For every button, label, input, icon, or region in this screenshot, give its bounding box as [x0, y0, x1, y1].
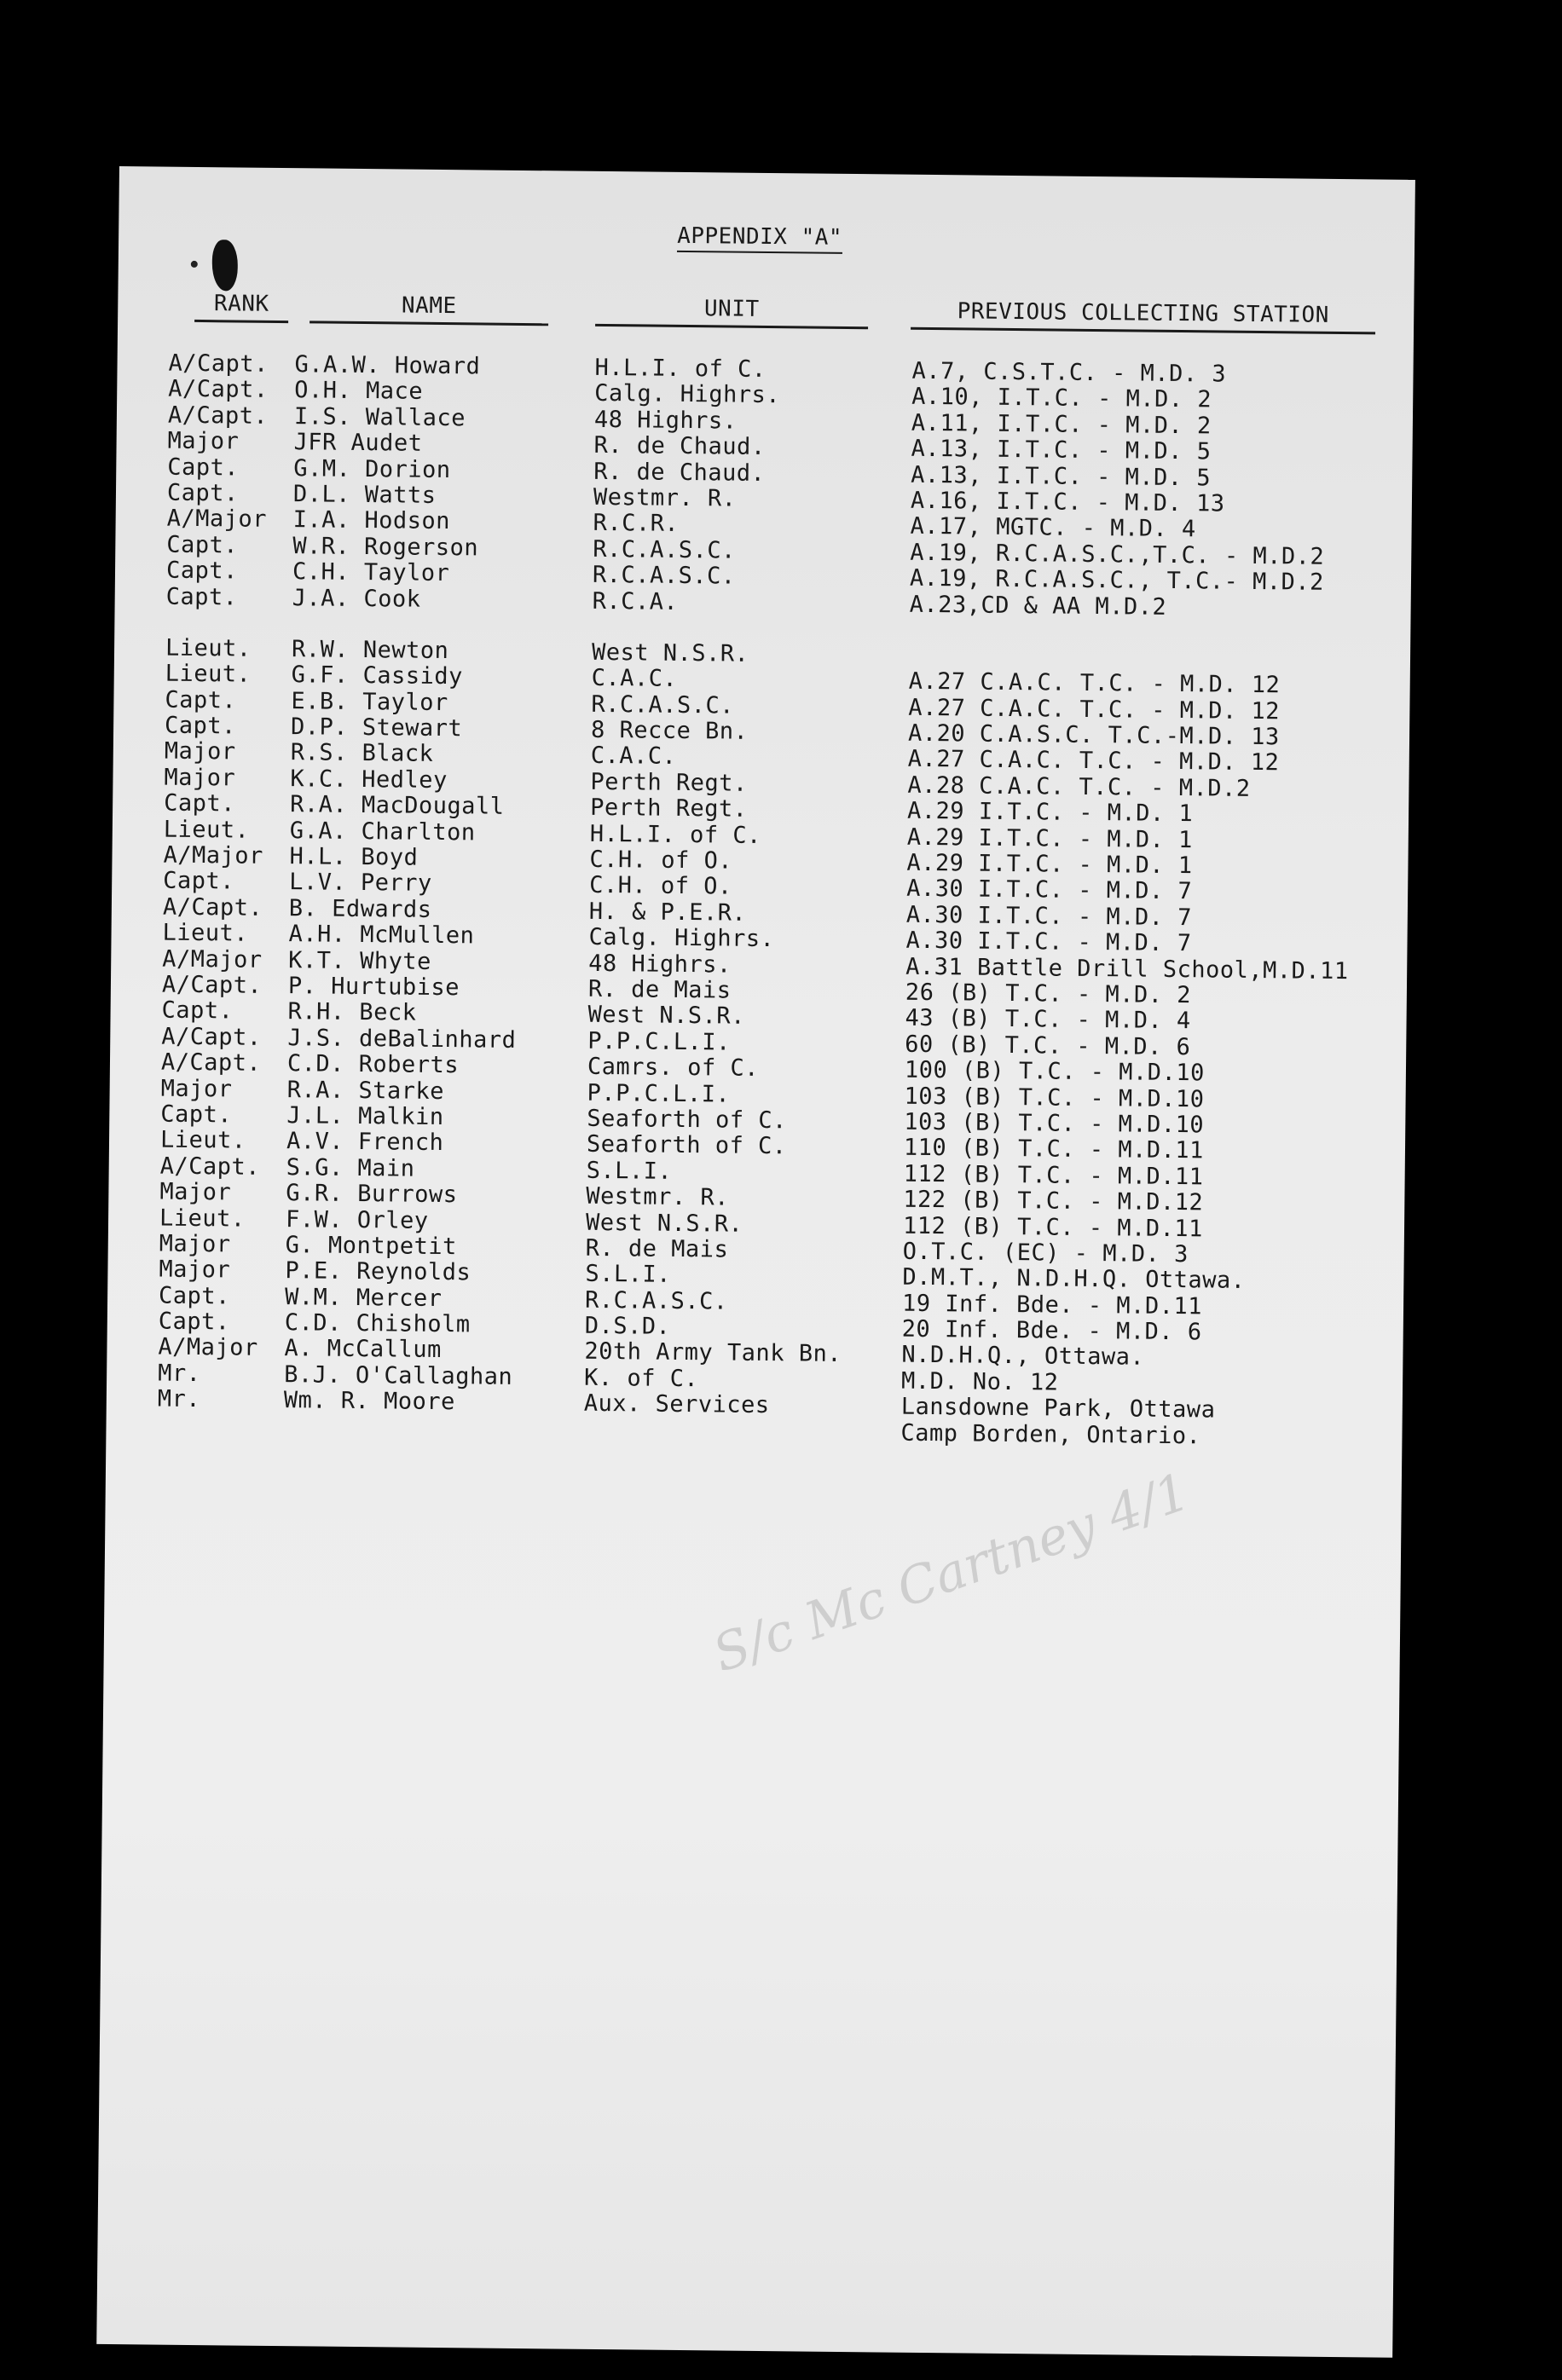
cell-unit: P.P.C.L.I. [587, 1079, 731, 1108]
cell-rank: Capt. [165, 583, 238, 610]
cell-previous-station: A.11, I.T.C. - M.D. 2 [911, 409, 1212, 440]
cell-rank: A/Capt. [162, 893, 263, 921]
cell-unit: R. de Mais [585, 1234, 729, 1263]
cell-rank: Major [167, 427, 240, 455]
cell-previous-station: A.31 Battle Drill School,M.D.11 [905, 953, 1349, 985]
document-title: APPENDIX "A" [677, 223, 842, 254]
cell-previous-station: A.19, R.C.A.S.C.,T.C. - M.D.2 [910, 539, 1325, 570]
cell-unit: 8 Recce Bn. [590, 716, 749, 745]
cell-rank: Capt. [167, 453, 240, 482]
cell-previous-station: A.27 C.A.C. T.C. - M.D. 12 [908, 668, 1281, 699]
cell-name: D.P. Stewart [290, 713, 463, 742]
cell-name: L.V. Perry [289, 869, 432, 898]
cell-name: P. Hurtubise [287, 973, 460, 1002]
cell-unit: 20th Army Tank Bn. [584, 1338, 842, 1368]
cell-rank: Capt. [165, 557, 238, 585]
cell-rank: A/Capt. [167, 401, 269, 430]
cell-previous-station: A.19, R.C.A.S.C., T.C.- M.D.2 [909, 564, 1325, 596]
cell-previous-station: 20 Inf. Bde. - M.D. 6 [901, 1315, 1202, 1346]
cell-rank: Capt. [164, 789, 236, 817]
cell-previous-station: O.T.C. (EC) - M.D. 3 [902, 1238, 1189, 1268]
cell-unit: R. de Mais [587, 975, 732, 1004]
cell-unit: S.L.I. [586, 1157, 673, 1185]
personnel-table [157, 350, 1396, 1451]
cell-previous-station: 112 (B) T.C. - M.D.11 [903, 1160, 1204, 1191]
cell-unit: R. de Chaud. [593, 432, 766, 461]
pencil-annotation: S/c Mc Cartney 4/1 [705, 1461, 1198, 1684]
cell-name: G.M. Dorion [293, 454, 451, 483]
cell-unit: Perth Regt. [589, 794, 748, 823]
cell-rank: A/Major [163, 841, 263, 869]
cell-unit: Aux. Services [583, 1390, 770, 1419]
cell-name: C.D. Roberts [286, 1050, 460, 1079]
cell-name: G.A. Charlton [289, 817, 476, 846]
cell-previous-station: 19 Inf. Bde. - M.D.11 [901, 1290, 1203, 1320]
cell-previous-station: Lansdowne Park, Ottawa [900, 1393, 1216, 1424]
cell-previous-station: A.27 C.A.C. T.C. - M.D. 12 [907, 746, 1280, 777]
cell-rank: Mr. [157, 1385, 201, 1413]
ink-blot [211, 240, 238, 291]
cell-previous-station: A.17, MGTC. - M.D. 4 [910, 513, 1196, 543]
cell-unit: R. de Chaud. [593, 458, 766, 487]
cell-unit: R.C.A.S.C. [592, 561, 736, 590]
cell-unit: 48 Highrs. [593, 406, 738, 435]
cell-name: G.R. Burrows [286, 1180, 458, 1209]
cell-previous-station: A.29 I.T.C. - M.D. 1 [906, 797, 1194, 828]
cell-unit: West N.S.R. [591, 638, 749, 667]
cell-unit: H. & P.E.R. [588, 898, 747, 927]
cell-previous-station: A.30 I.T.C. - M.D. 7 [905, 927, 1192, 957]
cell-name: I.A. Hodson [292, 506, 451, 535]
cell-previous-station: 110 (B) T.C. - M.D.11 [903, 1135, 1205, 1164]
cell-name: J.L. Malkin [286, 1102, 444, 1130]
cell-unit: Calg. Highrs. [588, 924, 775, 953]
cell-name: R.A. MacDougall [290, 791, 505, 821]
cell-previous-station: A.13, I.T.C. - M.D. 5 [911, 435, 1212, 465]
cell-unit: C.H. of O. [589, 846, 733, 875]
cell-unit: S.L.I. [585, 1261, 672, 1289]
cell-name: P.E. Reynolds [285, 1257, 471, 1286]
cell-previous-station: A.16, I.T.C. - M.D. 13 [910, 487, 1225, 517]
column-header-unit: UNIT [595, 295, 868, 329]
cell-unit: Perth Regt. [590, 768, 748, 797]
cell-name: F.W. Orley [285, 1205, 429, 1234]
cell-rank: A/Major [166, 505, 268, 534]
cell-name: R.A. Starke [286, 1076, 445, 1105]
cell-rank: A/Capt. [161, 971, 263, 999]
cell-previous-station: A.23,CD & AA M.D.2 [909, 591, 1167, 621]
cell-name: J.S. deBalinhard [287, 1024, 517, 1054]
cell-name: A. McCallum [284, 1335, 442, 1364]
cell-previous-station: A.29 I.T.C. - M.D. 1 [906, 849, 1193, 880]
cell-unit: C.A.C. [591, 665, 678, 693]
cell-unit: 48 Highrs. [588, 950, 732, 979]
cell-name: B. Edwards [288, 894, 432, 923]
cell-rank: Major [159, 1178, 232, 1206]
cell-unit: C.A.C. [590, 742, 677, 771]
cell-name: Wm. R. Moore [283, 1387, 456, 1416]
cell-previous-station: A.29 I.T.C. - M.D. 1 [906, 823, 1194, 853]
cell-previous-station: A.7, C.S.T.C. - M.D. 3 [911, 357, 1227, 388]
cell-unit: Westmr. R. [586, 1182, 730, 1211]
cell-rank: Capt. [161, 996, 234, 1025]
document-page [96, 166, 1415, 2358]
cell-rank: Major [164, 738, 236, 765]
cell-previous-station: D.M.T., N.D.H.Q. Ottawa. [902, 1263, 1246, 1295]
cell-rank: A/Capt. [168, 349, 269, 378]
cell-unit: D.S.D. [584, 1312, 671, 1340]
cell-rank: Capt. [164, 712, 237, 740]
cell-rank: Lieut. [165, 634, 252, 662]
cell-name: K.T. Whyte [288, 946, 431, 975]
cell-name: S.G. Main [286, 1153, 415, 1182]
cell-unit: Westmr. R. [593, 483, 737, 512]
cell-previous-station: 43 (B) T.C. - M.D. 4 [905, 1005, 1191, 1035]
cell-name: D.L. Watts [292, 481, 437, 509]
cell-rank: Capt. [160, 1100, 233, 1129]
cell-previous-station: N.D.H.Q., Ottawa. [901, 1342, 1145, 1372]
cell-unit: R.C.A.S.C. [584, 1286, 728, 1315]
cell-name: J.A. Cook [292, 584, 421, 613]
cell-name: R.H. Beck [287, 998, 417, 1027]
cell-name: E.B. Taylor [291, 687, 448, 716]
cell-unit: Calg. Highrs. [594, 380, 781, 409]
cell-name: R.W. Newton [291, 636, 449, 664]
cell-rank: Major [160, 1075, 233, 1102]
cell-name: JFR Audet [293, 429, 423, 457]
cell-previous-station: A.28 C.A.C. T.C. - M.D.2 [907, 771, 1251, 802]
cell-unit: Seaforth of C. [587, 1105, 788, 1135]
cell-name: A.V. French [286, 1128, 444, 1157]
cell-rank: Capt. [163, 868, 235, 895]
cell-rank: Mr. [158, 1360, 201, 1387]
cell-unit: R.C.A.S.C. [593, 535, 737, 564]
cell-rank: Lieut. [162, 919, 249, 947]
cell-name: C.H. Taylor [292, 558, 450, 587]
cell-name: K.C. Hedley [290, 765, 448, 794]
cell-previous-station: 26 (B) T.C. - M.D. 2 [905, 979, 1192, 1009]
cell-previous-station: 112 (B) T.C. - M.D.11 [902, 1212, 1204, 1242]
cell-unit: R.C.A.S.C. [591, 690, 735, 719]
cell-name: W.M. Mercer [284, 1283, 443, 1312]
column-header-name: NAME [310, 292, 548, 326]
cell-rank: Major [159, 1230, 231, 1258]
cell-rank: Lieut. [165, 660, 252, 688]
cell-unit: West N.S.R. [587, 1002, 746, 1031]
cell-rank: Capt. [158, 1308, 230, 1336]
cell-unit: H.L.I. of C. [594, 354, 767, 383]
cell-name: A.H. McMullen [288, 921, 475, 950]
cell-previous-station: 103 (B) T.C. - M.D.10 [904, 1108, 1205, 1139]
cell-rank: A/Capt. [159, 1152, 261, 1181]
cell-rank: A/Capt. [168, 376, 269, 404]
cell-previous-station: 122 (B) T.C. - M.D.12 [903, 1186, 1204, 1216]
cell-unit: P.P.C.L.I. [587, 1027, 732, 1056]
cell-name: H.L. Boyd [289, 843, 419, 871]
cell-rank: A/Capt. [160, 1048, 262, 1077]
cell-rank: Lieut. [159, 1126, 246, 1154]
cell-unit: Seaforth of C. [586, 1131, 787, 1160]
cell-unit: K. of C. [583, 1364, 699, 1393]
cell-name: B.J. O'Callaghan [284, 1360, 513, 1390]
cell-rank: Lieut. [163, 816, 250, 844]
cell-name: O.H. Mace [294, 377, 424, 406]
cell-previous-station: A.13, I.T.C. - M.D. 5 [911, 461, 1212, 491]
cell-previous-station: M.D. No. 12 [900, 1367, 1059, 1396]
cell-unit: West N.S.R. [585, 1209, 743, 1238]
cell-rank: Major [164, 764, 236, 792]
cell-rank: Lieut. [159, 1204, 246, 1233]
cell-unit: R.C.R. [593, 510, 680, 538]
column-header-rank: RANK [194, 291, 288, 323]
cell-name: G.F. Cassidy [291, 661, 463, 690]
cell-name: G.A.W. Howard [294, 351, 481, 380]
cell-rank: Capt. [158, 1282, 231, 1310]
cell-previous-station: A.10, I.T.C. - M.D. 2 [911, 384, 1212, 413]
cell-rank: Capt. [166, 479, 239, 507]
cell-unit: Camrs. of C. [587, 1053, 760, 1083]
cell-previous-station: 100 (B) T.C. - M.D.10 [904, 1056, 1205, 1087]
cell-rank: A/Capt. [161, 1023, 262, 1051]
cell-previous-station: A.20 C.A.S.C. T.C.-M.D. 13 [907, 719, 1280, 751]
cell-rank: A/Major [158, 1334, 258, 1362]
cell-rank: Major [159, 1256, 231, 1284]
cell-name: C.D. Chisholm [284, 1309, 471, 1338]
cell-previous-station: Camp Borden, Ontario. [900, 1419, 1201, 1449]
cell-name: R.S. Black [290, 739, 434, 768]
cell-rank: Capt. [165, 686, 237, 714]
cell-name: W.R. Rogerson [292, 532, 479, 562]
cell-name: G. Montpetit [285, 1232, 457, 1261]
cell-name: I.S. Wallace [293, 402, 466, 432]
column-header-previous-station: PREVIOUS COLLECTING STATION [911, 298, 1375, 335]
cell-previous-station: 103 (B) T.C. - M.D.10 [904, 1083, 1205, 1112]
cell-unit: R.C.A. [592, 587, 679, 615]
cell-unit: C.H. of O. [589, 872, 732, 900]
cell-rank: Capt. [166, 531, 239, 559]
cell-unit: H.L.I. of C. [589, 820, 762, 849]
cell-previous-station: A.27 C.A.C. T.C. - M.D. 12 [908, 694, 1281, 725]
cell-rank: A/Major [162, 945, 263, 973]
cell-previous-station: 60 (B) T.C. - M.D. 6 [905, 1031, 1191, 1060]
cell-previous-station: A.30 I.T.C. - M.D. 7 [906, 875, 1193, 905]
cell-previous-station: A.30 I.T.C. - M.D. 7 [905, 901, 1193, 932]
ink-dot [191, 261, 198, 268]
